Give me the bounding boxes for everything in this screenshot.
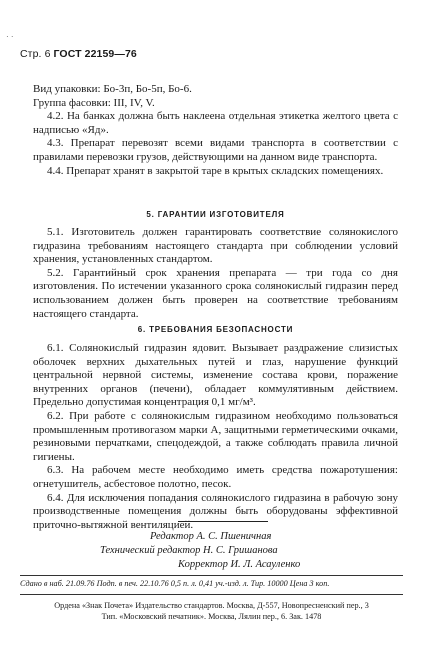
clause-6-3: 6.3. На рабочем месте необходимо иметь средства пожаротушения: огнетушитель, асбестовое полотно, песок. [33, 464, 398, 490]
clause-5-1: 5.1. Изготовитель должен гарантировать соответствие солянокислого гидразина требованиям настоящего стандарта при соблюдении условий хранения, установленных стандартом. [33, 226, 398, 266]
clause-6-4: 6.4. Для исключения попадания солянокислого гидразина в рабочую зону производственные помещения должны быть оборудованы эффективной приточно-вытяжной вентиляцией. [33, 491, 398, 531]
editorial-credits [100, 530, 360, 571]
clause-6-1: 6.1. Солянокислый гидразин ядовит. Вызывает раздражение слизистых оболочек верхних дыхательных путей и глаз, нарушение функций центральной нервной системы, изменение состава крови, поражение внутренних органов (печени), обладает коммулятивным действием. Предельно допустимая концентрация 0,1 мг/м³. [33, 342, 398, 409]
section-6-body [33, 342, 398, 532]
publisher-info [20, 600, 403, 622]
imprint-top-rule [20, 575, 403, 576]
print-imprint: Сдано в наб. 21.09.76 Подп. в печ. 22.10.76 0,5 п. л. 0,41 уч.-изд. л. Тир. 10000 Цена 3 коп. [20, 579, 330, 588]
section-4-continuation [33, 83, 398, 178]
packaging-type: Вид упаковки: Бо-3п, Бо-5п, Бо-6. [33, 83, 192, 95]
proofreader-credit: Корректор И. Л. Асауленко [178, 558, 301, 570]
section-5-title: 5. ГАРАНТИИ ИЗГОТОВИТЕЛЯ [146, 210, 285, 219]
page-header [20, 48, 137, 60]
clause-5-2: 5.2. Гарантийный срок хранения препарата — три года со дня изготовления. По истечении указанного срока солянокислый гидразин перед использованием должен быть проверен на соответствие требованиям настоящего стандарта. [33, 266, 398, 320]
editor-credit: Редактор А. С. Пшеничная [150, 531, 272, 542]
printer-line: Тип. «Московский печатник». Москва, Лялин пер., 6. Зак. 1478 [101, 612, 322, 621]
technical-editor-credit: Технический редактор Н. С. Гришанова [100, 544, 278, 556]
scan-marks: · · [6, 32, 14, 41]
credits-divider [178, 521, 268, 522]
clause-4-2: 4.2. На банках должна быть наклеена отдельная этикетка желтого цвета с надписью «Яд». [33, 110, 398, 136]
section-5-body [33, 226, 398, 321]
standard-number: ГОСТ 22159—76 [53, 48, 137, 60]
clause-4-4: 4.4. Препарат хранят в закрытой таре в крытых складских помещениях. [47, 164, 384, 177]
clause-6-2: 6.2. При работе с солянокислым гидразином необходимо пользоваться промышленным противогазом марки А, защитными герметическими очками, резиновыми перчатками, спецодеждой, а также соблюдать правила личной гигиены. [33, 409, 398, 463]
section-6-title: 6. ТРЕБОВАНИЯ БЕЗОПАСНОСТИ [137, 325, 294, 334]
page-number: Стр. 6 [20, 48, 51, 60]
publisher-line: Ордена «Знак Почета» Издательство стандартов. Москва, Д-557, Новопресненский пер., 3 [54, 601, 369, 610]
imprint-bottom-rule [20, 594, 403, 595]
clause-4-3: 4.3. Препарат перевозят всеми видами транспорта в соответствии с правилами перевозки грузов, действующими на данном виде транспорта. [33, 137, 398, 163]
packing-group: Группа фасовки: III, IV, V. [33, 96, 155, 109]
